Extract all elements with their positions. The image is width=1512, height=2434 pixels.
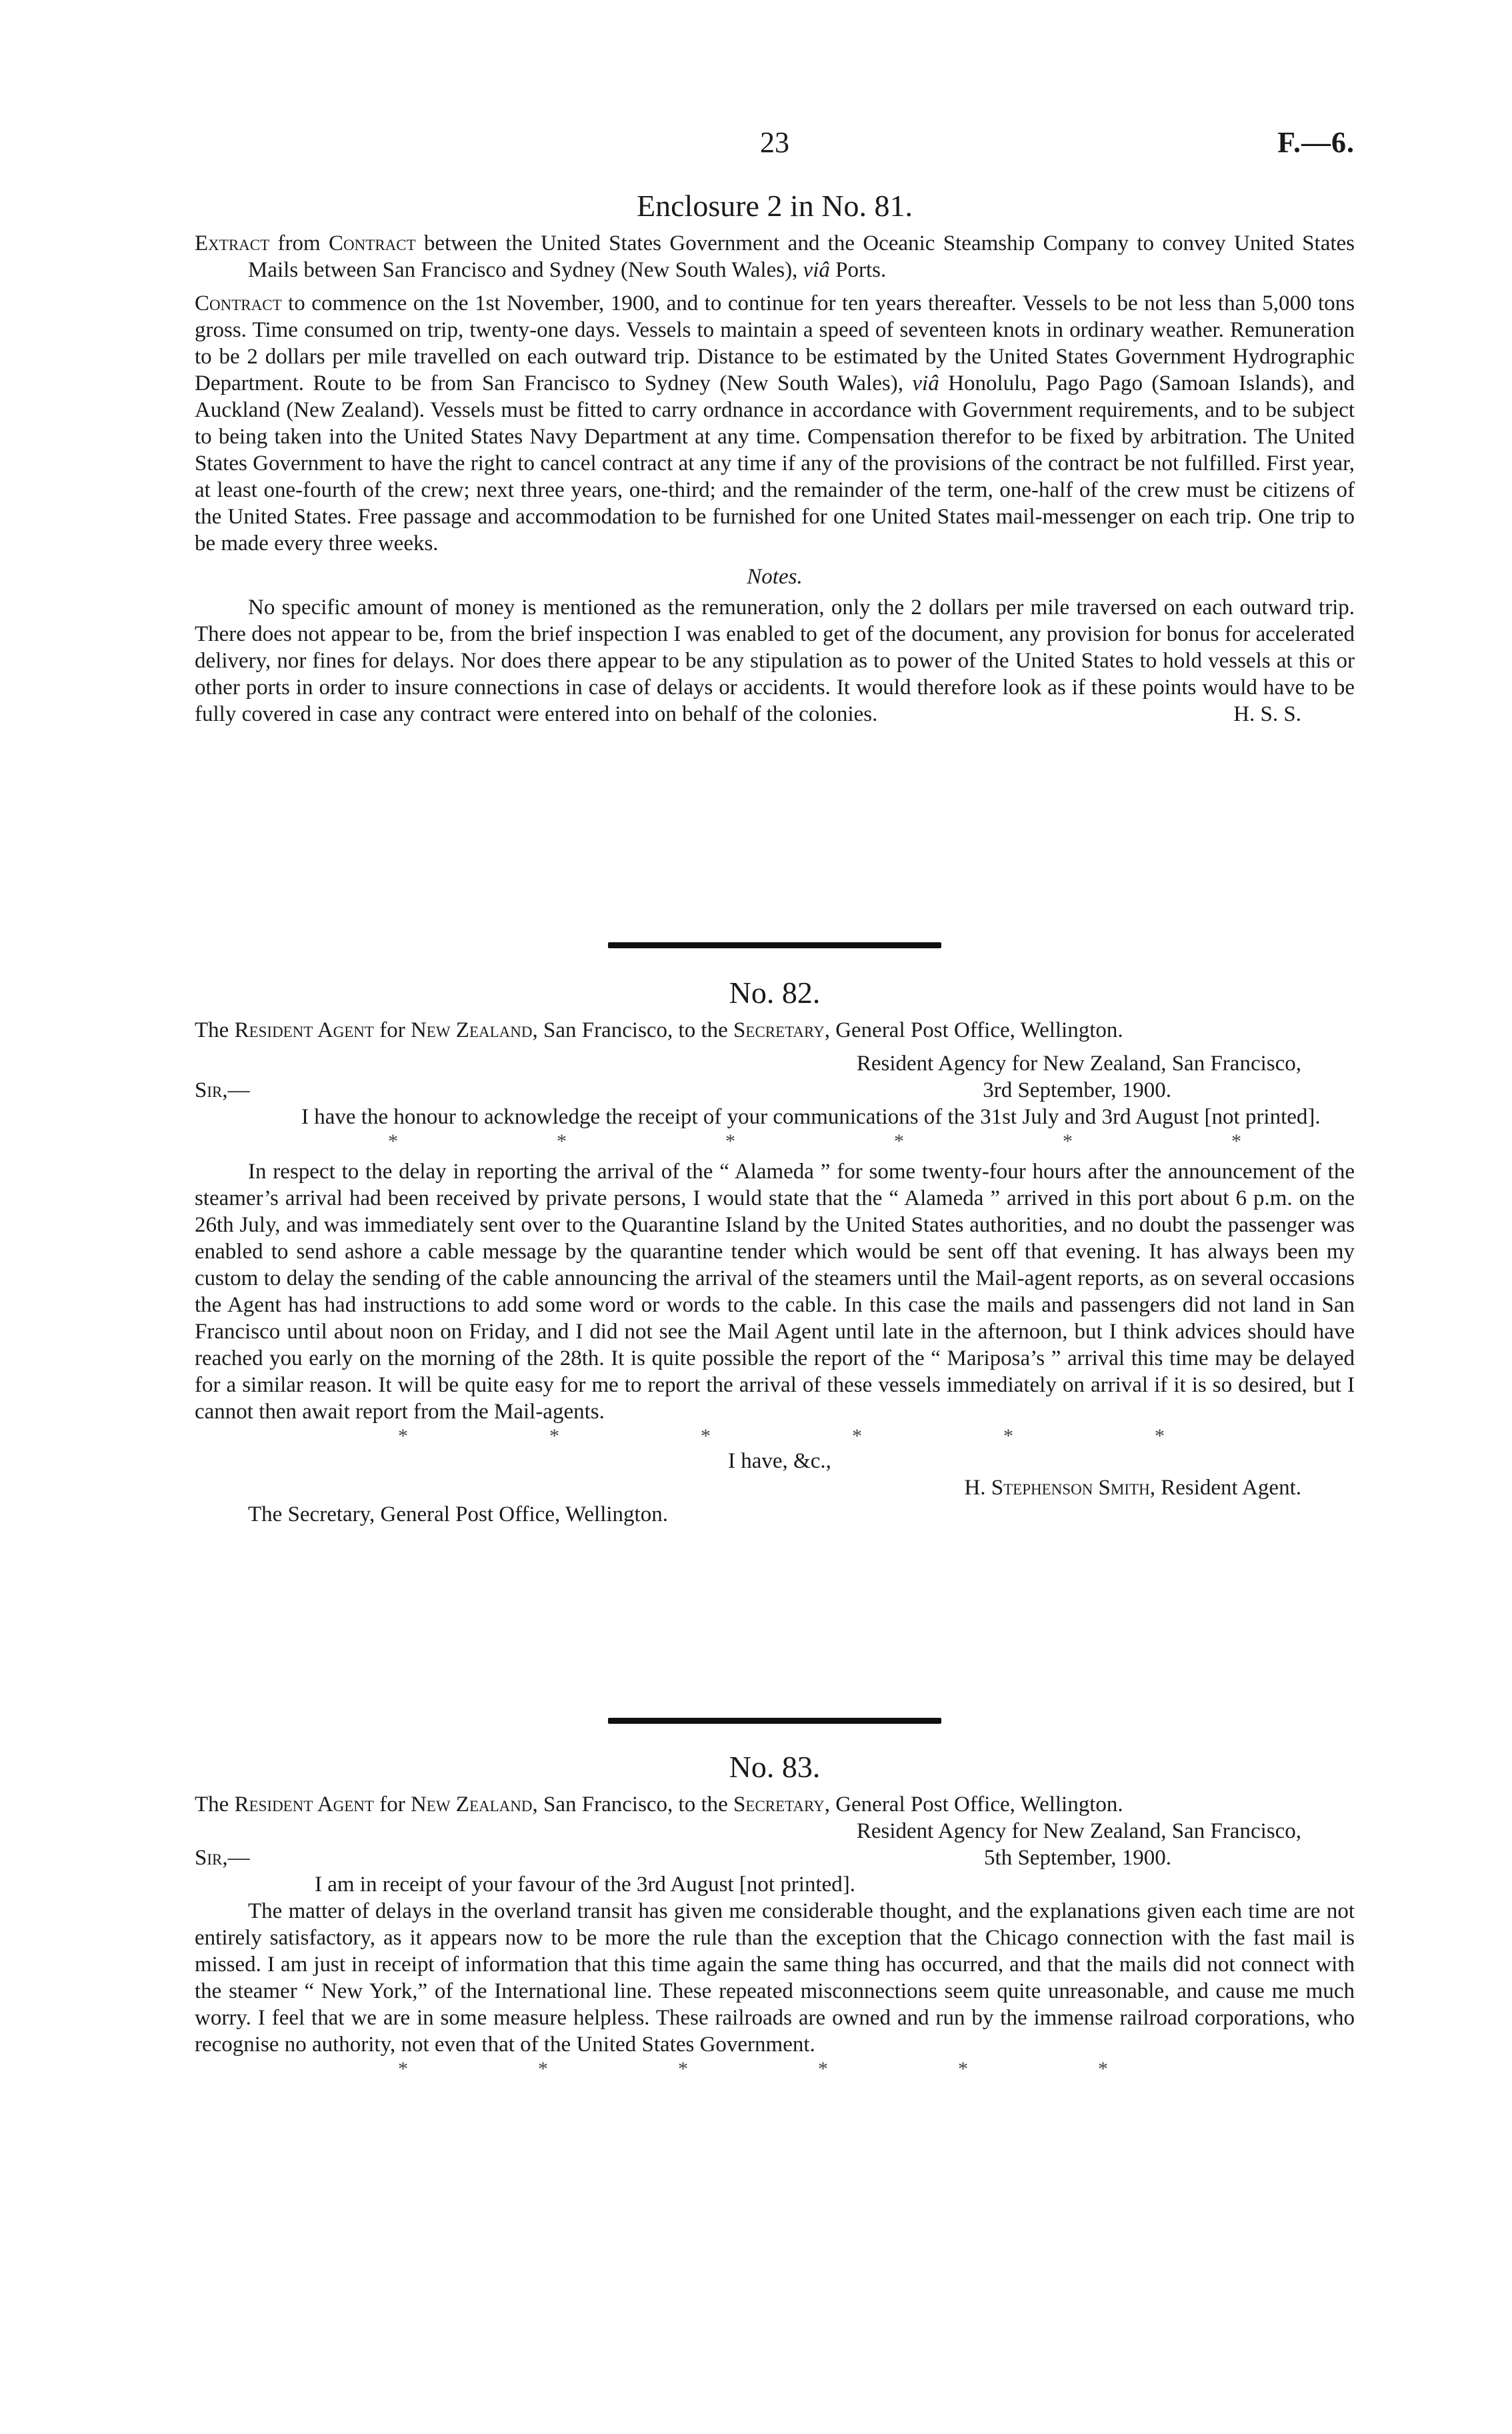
letter-83-para2: The matter of delays in the overland transit has given me considerable thought, and the explanations given each time are not entirely satisfactory, as it appears now to be more the rule than the exception that the Chicago connection with the fast mail is missed. I am just in receipt of information that this time again the same thing has occurred, and that the mails did not connect with the steamer “ New York,” of the International line. These repeated misconnections seem quite unreasonable, and cause me much worry. I feel that we are in some measure helpless. These railroads are owned and run by the immense railroad corporations, who recognise no authority, not even that of the United States Government.: [195, 1899, 1355, 2057]
enclosure-title: Enclosure 2 in No. 81.: [637, 189, 913, 223]
letter-83-date: 5th September, 1900.: [984, 1846, 1171, 1870]
letter-82-title: No. 82.: [729, 976, 821, 1010]
letter-83-address: The Resident Agent for New Zealand, San Francisco, to the Secretary, General Post Office, Wellington.: [195, 1792, 1123, 1816]
divider-rule: [608, 942, 941, 948]
letter-82-salutation: Sir,—: [195, 1078, 250, 1102]
divider-rule: [608, 1718, 941, 1724]
letter-82-address: The Resident Agent for New Zealand, San Francisco, to the Secretary, General Post Office, Wellington.: [195, 1018, 1123, 1042]
contract-paragraph: Contract to commence on the 1st November, 1900, and to continue for ten years thereafter. Vessels to be not less than 5,000 tons gross. Time consumed on trip, twenty-one days. Vessels to maintain a speed of seventeen knots in ordinary weather. Remuneration to be 2 dollars per mile travelled on each outward trip. Distance to be estimated by the United States Government Hydrographic Department. Route to be from San Francisco to Sydney (New South Wales), viâ Honolulu, Pago Pago (Samoan Islands), and Auckland (New Zealand). Vessels must be fitted to carry ordnance in accordance with Government requirements, and to be subject to being taken into the United States Navy Department at any time. Compensation therefor to be fixed by arbitration. The United States Government to have the right to cancel contract at any time if any of the provisions of the contract be not fulfilled. First year, at least one-fourth of the crew; next three years, one-third; and the remainder of the term, one-half of the crew must be citizens of the United States. Free passage and accommodation to be furnished for one United States mail-messenger on each trip. One trip to be made every three weeks.: [195, 291, 1355, 555]
letter-83-title: No. 83.: [729, 1750, 821, 1784]
letter-82-closing: I have, &c.,: [728, 1449, 831, 1473]
enclosure-section: [195, 188, 1355, 728]
letter-82-para2: In respect to the delay in reporting the arrival of the “ Alameda ” for some twenty-four hours after the announcement of the steamer’s arrival had been received by private persons, I would state that the “ Alameda ” arrived in this port about 6 p.m. on the 26th July, and was immediately sent over to the Quarantine Island by the United States authorities, and no doubt the passenger was enabled to send ashore a cable message by the quarantine tender which would be sent off that evening. It has always been my custom to delay the sending of the cable announcing the arrival of the steamers until the Mail-agent reports, as on several occasions the Agent has had instructions to add some word or words to the cable. In this case the mails and passengers did not land in San Francisco until about noon on Friday, and I did not see the Mail Agent until late in the afternoon, but I think advices should have reached you early on the morning of the 28th. It is quite possible the report of the “ Mariposa’s ” arrival this time may be delayed for a similar reason. It will be quite easy for me to report the arrival of these vessels immediately on arrival if it is so desired, but I cannot then await report from the Mail-agents.: [195, 1160, 1355, 1424]
notes-initials: H. S. S.: [1233, 702, 1301, 726]
letter-82-date: 3rd September, 1900.: [983, 1078, 1171, 1102]
letter-83-salutation: Sir,—: [195, 1846, 250, 1870]
letter-83-para1: I am in receipt of your favour of the 3rd August [not printed].: [315, 1873, 856, 1897]
ellipsis-stars: * * * * * *: [398, 2058, 1108, 2080]
ellipsis-stars: * * * * * *: [398, 1425, 1165, 1447]
letter-82: [195, 975, 1355, 1528]
notes-heading: Notes.: [747, 565, 803, 589]
notes-paragraph: No specific amount of money is mentioned as the remuneration, only the 2 dollars per mile traversed on each outward trip. There does not appear to be, from the brief inspection I was enabled to get of the document, any provision for bonus for accelerated delivery, nor fines for delays. Nor does there appear to be any stipulation as to power of the United States to hold vessels at this or other ports in order to insure connections in case of delays or accidents. It would therefore look as if these points would have to be fully covered in case any contract were entered into on behalf of the colonies.: [195, 595, 1355, 726]
letter-83-salutation-row: [195, 1845, 1355, 1871]
letter-82-para1: I have the honour to acknowledge the receipt of your communications of the 31st July and 3rd August [not printed].: [301, 1105, 1321, 1129]
letter-82-signature: H. Stephenson Smith, Resident Agent.: [964, 1476, 1301, 1500]
extract-paragraph: Extract from Contract between the United States Government and the Oceanic Steamship Company to convey United States Mails between San Francisco and Sydney (New South Wales), viâ Ports.: [195, 231, 1355, 282]
letter-82-recipient: The Secretary, General Post Office, Wellington.: [248, 1502, 668, 1526]
letter-82-salutation-row: [195, 1077, 1355, 1104]
document-reference: F.—6.: [1277, 126, 1355, 159]
page-number: 23: [760, 126, 789, 159]
letter-83: [195, 1749, 1355, 2081]
section-divider: [195, 1718, 1355, 1724]
page-header: [195, 125, 1355, 172]
letter-82-agency: Resident Agency for New Zealand, San Francisco,: [856, 1052, 1301, 1076]
ellipsis-stars: * * * * * *: [388, 1130, 1241, 1152]
letter-83-agency: Resident Agency for New Zealand, San Francisco,: [856, 1819, 1301, 1843]
section-divider: [195, 942, 1355, 948]
